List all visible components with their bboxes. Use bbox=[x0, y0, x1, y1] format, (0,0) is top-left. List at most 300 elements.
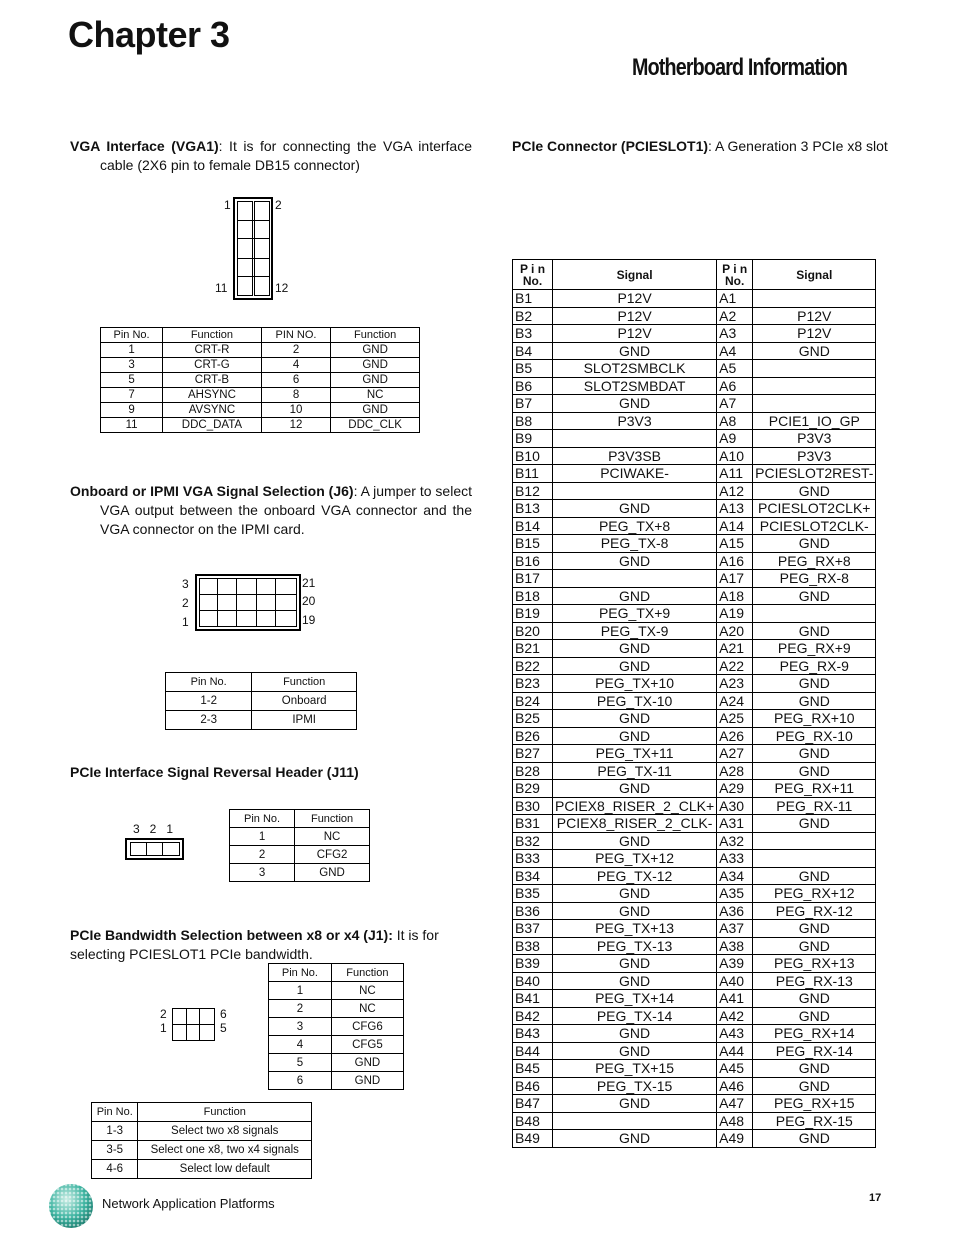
table-row bbox=[269, 982, 404, 1000]
table-row bbox=[513, 1025, 876, 1043]
table-row bbox=[513, 955, 876, 973]
signal-cell: GND bbox=[553, 902, 717, 920]
header-cell: Function bbox=[163, 328, 262, 343]
table-row bbox=[513, 850, 876, 868]
pin-number-cell: B49 bbox=[513, 1130, 553, 1148]
signal-cell: GND bbox=[553, 955, 717, 973]
vga-description: VGA Interface (VGA1): It is for connecting the VGA interface cable (2X6 pin to female DB15 connector) bbox=[70, 138, 473, 173]
signal-cell bbox=[753, 395, 876, 413]
header-cell: P i n No. bbox=[717, 260, 753, 290]
header-cell: Function bbox=[331, 328, 420, 343]
pin-number-cell: A39 bbox=[717, 955, 753, 973]
vga-pin-label: 1 bbox=[224, 198, 231, 212]
pin-number-cell: B9 bbox=[513, 430, 553, 448]
table-row bbox=[166, 692, 357, 711]
signal-cell: PEG_RX+14 bbox=[753, 1025, 876, 1043]
pin-number-cell: A14 bbox=[717, 517, 753, 535]
pin-number-cell: A8 bbox=[717, 412, 753, 430]
j6-pin-label: 2 bbox=[182, 596, 189, 610]
pin-number-cell: A27 bbox=[717, 745, 753, 763]
table-cell: 1 bbox=[230, 828, 295, 846]
table-cell: CRT-B bbox=[163, 373, 262, 388]
table-cell: 2 bbox=[269, 1000, 332, 1018]
signal-cell: P3V3 bbox=[753, 430, 876, 448]
pin-number-cell: B16 bbox=[513, 552, 553, 570]
j1-jumper-diagram bbox=[172, 1008, 215, 1041]
signal-cell: GND bbox=[753, 482, 876, 500]
signal-cell: GND bbox=[753, 587, 876, 605]
signal-cell: GND bbox=[553, 395, 717, 413]
pin-number-cell: A15 bbox=[717, 535, 753, 553]
table-row bbox=[513, 902, 876, 920]
signal-cell: PEG_TX+13 bbox=[553, 920, 717, 938]
table-cell: 5 bbox=[269, 1054, 332, 1072]
signal-cell bbox=[753, 377, 876, 395]
pin-number-cell: A45 bbox=[717, 1060, 753, 1078]
signal-cell bbox=[753, 832, 876, 850]
pin-number-cell: A10 bbox=[717, 447, 753, 465]
pin-number-cell: B10 bbox=[513, 447, 553, 465]
signal-cell: P12V bbox=[553, 325, 717, 343]
signal-cell: GND bbox=[553, 1042, 717, 1060]
signal-cell: GND bbox=[753, 920, 876, 938]
j1-pin-label: 5 bbox=[220, 1021, 227, 1035]
pin-number-cell: A12 bbox=[717, 482, 753, 500]
signal-cell: GND bbox=[753, 762, 876, 780]
pin-number-cell: B42 bbox=[513, 1007, 553, 1025]
table-cell: 10 bbox=[261, 403, 330, 418]
table-header-row bbox=[101, 328, 420, 343]
pin-number-cell: B20 bbox=[513, 622, 553, 640]
table-row bbox=[513, 780, 876, 798]
pin-number-cell: A20 bbox=[717, 622, 753, 640]
j1-selection-table bbox=[91, 1102, 312, 1179]
j1-pin-table bbox=[268, 963, 404, 1090]
pin-number-cell: A46 bbox=[717, 1077, 753, 1095]
pin-number-cell: B6 bbox=[513, 377, 553, 395]
signal-cell: GND bbox=[553, 552, 717, 570]
table-row bbox=[513, 587, 876, 605]
table-cell: NC bbox=[331, 388, 420, 403]
table-row bbox=[269, 1054, 404, 1072]
signal-cell: GND bbox=[753, 867, 876, 885]
table-cell: 3 bbox=[269, 1018, 332, 1036]
pin-number-cell: A4 bbox=[717, 342, 753, 360]
signal-cell: GND bbox=[753, 622, 876, 640]
signal-cell: PEG_TX+8 bbox=[553, 517, 717, 535]
pin-number-cell: A38 bbox=[717, 937, 753, 955]
table-cell: GND bbox=[331, 403, 420, 418]
signal-cell: P3V3 bbox=[553, 412, 717, 430]
signal-cell: PEG_TX-12 bbox=[553, 867, 717, 885]
table-cell: GND bbox=[331, 1072, 403, 1090]
page-number: 17 bbox=[869, 1192, 882, 1204]
signal-cell: GND bbox=[753, 1130, 876, 1148]
signal-cell: PEG_RX-15 bbox=[753, 1112, 876, 1130]
pin-number-cell: B23 bbox=[513, 675, 553, 693]
pin-number-cell: B4 bbox=[513, 342, 553, 360]
pin-number-cell: B39 bbox=[513, 955, 553, 973]
table-row bbox=[269, 1000, 404, 1018]
j11-header-diagram bbox=[125, 838, 184, 860]
pin-number-cell: B24 bbox=[513, 692, 553, 710]
signal-cell: PEG_TX+10 bbox=[553, 675, 717, 693]
j6-pin-label: 1 bbox=[182, 615, 189, 629]
pin-number-cell: B41 bbox=[513, 990, 553, 1008]
table-row bbox=[269, 1036, 404, 1054]
j6-heading: Onboard or IPMI VGA Signal Selection (J6) bbox=[70, 483, 354, 499]
table-row bbox=[92, 1122, 312, 1141]
table-cell: CRT-R bbox=[163, 343, 262, 358]
signal-cell: GND bbox=[553, 885, 717, 903]
signal-cell bbox=[753, 605, 876, 623]
header-cell: Pin No. bbox=[269, 964, 332, 982]
chapter-title: Chapter 3 bbox=[68, 14, 230, 55]
signal-cell: PEG_TX+15 bbox=[553, 1060, 717, 1078]
table-row bbox=[101, 343, 420, 358]
j1-pin-label: 2 bbox=[160, 1007, 167, 1021]
pin-number-cell: B22 bbox=[513, 657, 553, 675]
table-cell: 5 bbox=[101, 373, 163, 388]
table-row bbox=[513, 885, 876, 903]
j1-pin-label: 1 bbox=[160, 1021, 167, 1035]
table-row bbox=[513, 797, 876, 815]
table-cell: Select one x8, two x4 signals bbox=[138, 1141, 312, 1160]
table-cell: IPMI bbox=[252, 711, 357, 730]
pin-number-cell: A21 bbox=[717, 640, 753, 658]
table-row bbox=[513, 500, 876, 518]
pin-number-cell: A28 bbox=[717, 762, 753, 780]
signal-cell: GND bbox=[753, 675, 876, 693]
signal-cell: GND bbox=[753, 937, 876, 955]
pin-number-cell: A19 bbox=[717, 605, 753, 623]
j1-description: PCIe Bandwidth Selection between x8 or x4 (J1): It is for selecting PCIESLOT1 PCIe bandwidth. bbox=[70, 927, 439, 962]
table-row bbox=[513, 535, 876, 553]
pin-number-cell: B37 bbox=[513, 920, 553, 938]
table-cell: Select low default bbox=[138, 1160, 312, 1179]
signal-cell: GND bbox=[753, 535, 876, 553]
table-row bbox=[513, 990, 876, 1008]
table-header-row bbox=[230, 810, 370, 828]
pin-number-cell: A40 bbox=[717, 972, 753, 990]
pin-number-cell: B34 bbox=[513, 867, 553, 885]
pin-number-cell: B8 bbox=[513, 412, 553, 430]
signal-cell: GND bbox=[553, 972, 717, 990]
table-row bbox=[513, 745, 876, 763]
signal-cell: GND bbox=[553, 1095, 717, 1113]
table-cell: GND bbox=[295, 864, 370, 882]
table-cell: AVSYNC bbox=[163, 403, 262, 418]
pin-number-cell: B1 bbox=[513, 290, 553, 308]
header-cell: Pin No. bbox=[92, 1103, 138, 1122]
table-row bbox=[513, 447, 876, 465]
table-row bbox=[513, 1060, 876, 1078]
signal-cell: PEG_RX+9 bbox=[753, 640, 876, 658]
pcie-heading: PCIe Connector (PCIESLOT1) bbox=[512, 138, 709, 154]
table-cell: Select two x8 signals bbox=[138, 1122, 312, 1141]
pin-number-cell: A24 bbox=[717, 692, 753, 710]
signal-cell: GND bbox=[553, 657, 717, 675]
signal-cell: PEG_RX+10 bbox=[753, 710, 876, 728]
pin-number-cell: A43 bbox=[717, 1025, 753, 1043]
table-cell: 2-3 bbox=[166, 711, 252, 730]
vga-connector-diagram bbox=[233, 197, 273, 300]
table-row bbox=[513, 622, 876, 640]
header-cell: Pin No. bbox=[101, 328, 163, 343]
pin-number-cell: B13 bbox=[513, 500, 553, 518]
pin-number-cell: A42 bbox=[717, 1007, 753, 1025]
table-cell: GND bbox=[331, 1054, 403, 1072]
table-cell: 6 bbox=[261, 373, 330, 388]
pin-number-cell: A6 bbox=[717, 377, 753, 395]
pin-number-cell: A7 bbox=[717, 395, 753, 413]
pin-number-cell: A22 bbox=[717, 657, 753, 675]
table-header-row bbox=[513, 260, 876, 290]
pin-number-cell: A9 bbox=[717, 430, 753, 448]
table-cell: 8 bbox=[261, 388, 330, 403]
signal-cell: GND bbox=[553, 587, 717, 605]
table-cell: GND bbox=[331, 373, 420, 388]
header-cell: Function bbox=[138, 1103, 312, 1122]
pin-number-cell: B12 bbox=[513, 482, 553, 500]
signal-cell: P3V3SB bbox=[553, 447, 717, 465]
signal-cell bbox=[553, 1112, 717, 1130]
table-row bbox=[513, 1095, 876, 1113]
table-row bbox=[513, 1112, 876, 1130]
pin-number-cell: B47 bbox=[513, 1095, 553, 1113]
table-row bbox=[513, 710, 876, 728]
signal-cell: P12V bbox=[753, 307, 876, 325]
header-cell: Pin No. bbox=[230, 810, 295, 828]
table-row bbox=[513, 815, 876, 833]
vga-pin-label: 11 bbox=[215, 281, 228, 295]
pin-number-cell: B27 bbox=[513, 745, 553, 763]
pin-number-cell: B48 bbox=[513, 1112, 553, 1130]
table-row bbox=[513, 1007, 876, 1025]
table-cell: AHSYNC bbox=[163, 388, 262, 403]
table-row bbox=[101, 358, 420, 373]
pin-number-cell: A37 bbox=[717, 920, 753, 938]
signal-cell: GND bbox=[753, 342, 876, 360]
table-row bbox=[513, 937, 876, 955]
pin-number-cell: A48 bbox=[717, 1112, 753, 1130]
signal-cell: PCIESLOT2REST- bbox=[753, 465, 876, 483]
table-cell: NC bbox=[331, 982, 403, 1000]
signal-cell: PEG_TX-11 bbox=[553, 762, 717, 780]
pin-number-cell: A47 bbox=[717, 1095, 753, 1113]
signal-cell: PEG_RX-11 bbox=[753, 797, 876, 815]
pin-number-cell: B29 bbox=[513, 780, 553, 798]
table-row bbox=[513, 727, 876, 745]
pin-number-cell: B15 bbox=[513, 535, 553, 553]
pin-number-cell: A29 bbox=[717, 780, 753, 798]
table-row bbox=[92, 1160, 312, 1179]
signal-cell: GND bbox=[553, 832, 717, 850]
signal-cell: PEG_TX-8 bbox=[553, 535, 717, 553]
signal-cell: PEG_RX+12 bbox=[753, 885, 876, 903]
table-row bbox=[513, 395, 876, 413]
table-row bbox=[513, 290, 876, 308]
table-row bbox=[513, 482, 876, 500]
pin-number-cell: A41 bbox=[717, 990, 753, 1008]
table-row bbox=[513, 465, 876, 483]
pin-number-cell: A2 bbox=[717, 307, 753, 325]
signal-cell: PEG_RX+13 bbox=[753, 955, 876, 973]
j6-pin-label: 19 bbox=[302, 613, 316, 627]
section-title: Motherboard Information bbox=[632, 54, 848, 81]
pcie-description: PCIe Connector (PCIESLOT1): A Generation 3 PCIe x8 slot bbox=[512, 138, 888, 154]
pin-number-cell: B2 bbox=[513, 307, 553, 325]
j1-heading: PCIe Bandwidth Selection between x8 or x4 (J1): bbox=[70, 927, 393, 943]
pin-number-cell: B18 bbox=[513, 587, 553, 605]
pin-number-cell: B19 bbox=[513, 605, 553, 623]
table-cell: 1 bbox=[101, 343, 163, 358]
pin-number-cell: A32 bbox=[717, 832, 753, 850]
table-cell: NC bbox=[295, 828, 370, 846]
signal-cell: PEG_RX+15 bbox=[753, 1095, 876, 1113]
pin-number-cell: B11 bbox=[513, 465, 553, 483]
signal-cell: SLOT2SMBCLK bbox=[553, 360, 717, 378]
table-cell: 3-5 bbox=[92, 1141, 138, 1160]
signal-cell: PEG_TX+12 bbox=[553, 850, 717, 868]
pin-number-cell: B43 bbox=[513, 1025, 553, 1043]
table-cell: CFG6 bbox=[331, 1018, 403, 1036]
table-row bbox=[513, 342, 876, 360]
signal-cell: GND bbox=[553, 640, 717, 658]
signal-cell: P3V3 bbox=[753, 447, 876, 465]
pin-number-cell: B5 bbox=[513, 360, 553, 378]
signal-cell: PCIEX8_RISER_2_CLK- bbox=[553, 815, 717, 833]
table-cell: 7 bbox=[101, 388, 163, 403]
signal-cell: PEG_TX-10 bbox=[553, 692, 717, 710]
table-row bbox=[513, 867, 876, 885]
table-cell: DDC_CLK bbox=[331, 418, 420, 433]
pin-number-cell: A30 bbox=[717, 797, 753, 815]
signal-cell: GND bbox=[753, 692, 876, 710]
table-cell: CFG5 bbox=[331, 1036, 403, 1054]
table-cell: NC bbox=[331, 1000, 403, 1018]
pin-number-cell: B28 bbox=[513, 762, 553, 780]
table-cell: 2 bbox=[261, 343, 330, 358]
signal-cell: PEG_TX+11 bbox=[553, 745, 717, 763]
j11-heading: PCIe Interface Signal Reversal Header (J11) bbox=[70, 764, 359, 780]
pin-number-cell: B44 bbox=[513, 1042, 553, 1060]
signal-cell: PCIE1_IO_GP bbox=[753, 412, 876, 430]
pin-number-cell: B21 bbox=[513, 640, 553, 658]
table-row bbox=[101, 373, 420, 388]
signal-cell: PEG_RX-14 bbox=[753, 1042, 876, 1060]
header-cell: Signal bbox=[753, 260, 876, 290]
signal-cell: P12V bbox=[553, 290, 717, 308]
table-row bbox=[513, 517, 876, 535]
signal-cell: GND bbox=[553, 500, 717, 518]
header-cell: Pin No. bbox=[166, 673, 252, 692]
pin-number-cell: A25 bbox=[717, 710, 753, 728]
table-cell: CFG2 bbox=[295, 846, 370, 864]
signal-cell: P12V bbox=[753, 325, 876, 343]
signal-cell: PCIEX8_RISER_2_CLK+ bbox=[553, 797, 717, 815]
table-header-row bbox=[166, 673, 357, 692]
j6-pin-label: 3 bbox=[182, 577, 189, 591]
header-cell: Function bbox=[252, 673, 357, 692]
signal-cell: GND bbox=[753, 815, 876, 833]
signal-cell: GND bbox=[553, 727, 717, 745]
header-cell: P i n No. bbox=[513, 260, 553, 290]
table-header-row bbox=[269, 964, 404, 982]
table-cell: CRT-G bbox=[163, 358, 262, 373]
signal-cell: GND bbox=[753, 990, 876, 1008]
signal-cell bbox=[553, 430, 717, 448]
company-logo-icon bbox=[48, 1183, 94, 1229]
pin-number-cell: B30 bbox=[513, 797, 553, 815]
table-row bbox=[513, 412, 876, 430]
table-row bbox=[166, 711, 357, 730]
signal-cell bbox=[553, 570, 717, 588]
signal-cell: GND bbox=[553, 1130, 717, 1148]
pin-number-cell: A31 bbox=[717, 815, 753, 833]
table-row bbox=[513, 325, 876, 343]
table-cell: 4-6 bbox=[92, 1160, 138, 1179]
pin-number-cell: B7 bbox=[513, 395, 553, 413]
pin-number-cell: B17 bbox=[513, 570, 553, 588]
signal-cell: PEG_RX-8 bbox=[753, 570, 876, 588]
signal-cell: PCIWAKE- bbox=[553, 465, 717, 483]
pin-number-cell: B31 bbox=[513, 815, 553, 833]
j1-pin-label: 6 bbox=[220, 1007, 227, 1021]
table-row bbox=[230, 846, 370, 864]
table-cell: 1-2 bbox=[166, 692, 252, 711]
signal-cell bbox=[753, 850, 876, 868]
table-row bbox=[513, 972, 876, 990]
signal-cell: GND bbox=[753, 1060, 876, 1078]
pin-number-cell: B25 bbox=[513, 710, 553, 728]
pin-number-cell: A1 bbox=[717, 290, 753, 308]
pin-number-cell: A11 bbox=[717, 465, 753, 483]
table-row bbox=[513, 1077, 876, 1095]
table-row bbox=[513, 657, 876, 675]
j6-jumper-diagram bbox=[195, 574, 301, 631]
table-row bbox=[230, 828, 370, 846]
signal-cell bbox=[753, 290, 876, 308]
table-cell: 11 bbox=[101, 418, 163, 433]
table-cell: 1 bbox=[269, 982, 332, 1000]
table-cell: 1-3 bbox=[92, 1122, 138, 1141]
signal-cell: PEG_RX+11 bbox=[753, 780, 876, 798]
pin-number-cell: A49 bbox=[717, 1130, 753, 1148]
pin-number-cell: B3 bbox=[513, 325, 553, 343]
pin-number-cell: A35 bbox=[717, 885, 753, 903]
table-row bbox=[513, 552, 876, 570]
table-row bbox=[269, 1072, 404, 1090]
table-cell: GND bbox=[331, 343, 420, 358]
pin-number-cell: B14 bbox=[513, 517, 553, 535]
signal-cell: GND bbox=[753, 1077, 876, 1095]
signal-cell bbox=[553, 482, 717, 500]
signal-cell: PEG_TX+14 bbox=[553, 990, 717, 1008]
header-cell: Signal bbox=[553, 260, 717, 290]
signal-cell: GND bbox=[553, 342, 717, 360]
table-row bbox=[513, 1130, 876, 1148]
signal-cell: PEG_RX-12 bbox=[753, 902, 876, 920]
signal-cell: GND bbox=[753, 1007, 876, 1025]
signal-cell: PEG_RX-10 bbox=[753, 727, 876, 745]
pin-number-cell: A23 bbox=[717, 675, 753, 693]
vga-pin-label: 2 bbox=[275, 198, 282, 212]
table-cell: 3 bbox=[230, 864, 295, 882]
pin-number-cell: B45 bbox=[513, 1060, 553, 1078]
table-cell: 4 bbox=[269, 1036, 332, 1054]
signal-cell: GND bbox=[753, 745, 876, 763]
